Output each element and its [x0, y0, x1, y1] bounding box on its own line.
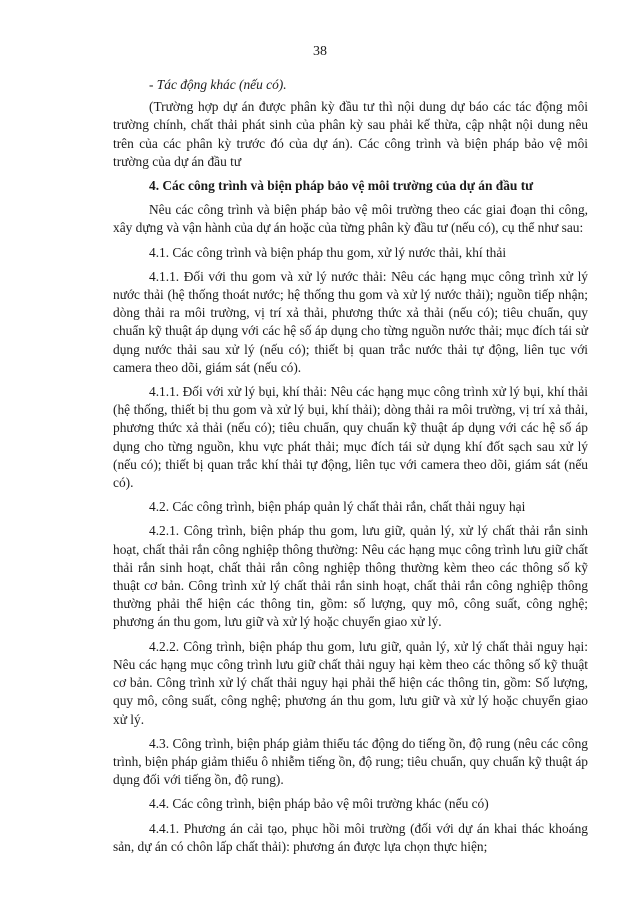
- paragraph-restoration-plan: 4.4.1. Phương án cải tạo, phục hồi môi trường (đối với dự án khai thác khoáng sản, dự án có chôn lấp chất thải): phương án được lựa chọn thực hiện;: [113, 820, 588, 854]
- subsection-heading-4-4: 4.4. Các công trình, biện pháp bảo vệ môi trường khác (nếu có): [149, 796, 489, 812]
- page-number: 38: [313, 44, 327, 59]
- paragraph-section-4-intro: Nêu các công trình và biện pháp bảo vệ môi trường theo các giai đoạn thi công, xây dựng và vận hành của dự án hoặc của từng phân kỳ đầu tư (nếu có), cụ thể như sau:: [113, 202, 588, 236]
- subsection-heading-4-1: 4.1. Các công trình và biện pháp thu gom, xử lý nước thải, khí thải: [149, 244, 507, 260]
- paragraph-solid-waste: 4.2.1. Công trình, biện pháp thu gom, lưu giữ, quản lý, xử lý chất thải rắn sinh hoạt, chất thải rắn công nghiệp thông thường: Nêu các hạng mục công trình lưu giữ chất thải rắn sinh hoạt, chất thải rắn công nghiệp thông thường kèm theo các thông số kỹ thuật cơ bản. Công trình xử lý chất thải rắn sinh hoạt, chất thải rắn công nghiệp thông thường phải thể hiện các thông tin, gồm: số lượng, quy mô, công suất, công nghệ; phương án thu gom, lưu giữ và xử lý hoặc chuyển giao xử lý.: [113, 523, 588, 630]
- document-body: [113, 76, 588, 862]
- paragraph-noise-vibration: 4.3. Công trình, biện pháp giảm thiểu tác động do tiếng ồn, độ rung (nêu các công trình, biện pháp giảm thiểu ô nhiễm tiếng ồn, độ rung; tiêu chuẩn, quy chuẩn kỹ thuật áp dụng đối với tiếng ồn, độ rung).: [113, 735, 588, 788]
- paragraph-wastewater: 4.1.1. Đối với thu gom và xử lý nước thải: Nêu các hạng mục công trình xử lý nước thải (hệ thống thoát nước; hệ thống thu gom và xử lý nước thải); nguồn tiếp nhận; dòng thải ra môi trường, vị trí xả thải, phương thức xả thải (nếu có); tiêu chuẩn, quy chuẩn kỹ thuật áp dụng với các hệ số áp dụng cho từng nguồn nước thải; mục đích tái sử dụng nước thải sau xử lý (nếu có); thiết bị quan trắc nước thải tự động, liên tục với camera theo dõi, giám sát (nếu có).: [113, 268, 588, 375]
- paragraph-hazardous-waste: 4.2.2. Công trình, biện pháp thu gom, lưu giữ, quản lý, xử lý chất thải nguy hại: Nêu các hạng mục công trình lưu giữ chất thải nguy hại kèm theo các thông số kỹ thuật cơ bản. Công trình xử lý chất thải nguy hại phải thể hiện các thông tin, gồm: Số lượng, quy mô, công suất, công nghệ; phương án thu gom, lưu giữ và xử lý hoặc chuyển giao xử lý.: [113, 638, 588, 727]
- subsection-heading-4-2: 4.2. Các công trình, biện pháp quản lý chất thải rắn, chất thải nguy hại: [149, 499, 526, 515]
- paragraph-phased-investment-note: (Trường hợp dự án được phân kỳ đầu tư thì nội dung dự báo các tác động môi trường chính, chất thải phát sinh của phân kỳ sau phải kế thừa, cập nhật nội dung nêu trên của các phân kỳ trước đó của dự án). Các công trình và biện pháp bảo vệ môi trường của dự án đầu tư: [113, 99, 588, 169]
- section-heading-4: 4. Các công trình và biện pháp bảo vệ môi trường của dự án đầu tư: [149, 178, 534, 194]
- paragraph-other-impacts: - Tác động khác (nếu có).: [149, 77, 287, 92]
- paragraph-dust-emissions: 4.1.1. Đối với xử lý bụi, khí thải: Nêu các hạng mục công trình xử lý bụi, khí thải (hệ thống, thiết bị thu gom và xử lý bụi, khí thải); dòng thải ra môi trường, vị trí xả thải, phương thức xả thải (nếu có); tiêu chuẩn, quy chuẩn kỹ thuật áp dụng với các hệ số áp dụng cho từng nguồn, khu vực phát thải; mục đích tái sử dụng khí đốt sạch sau xử lý (nếu có); thiết bị quan trắc khí thải tự động, liên tục với camera theo dõi, giám sát (nếu có).: [113, 384, 588, 491]
